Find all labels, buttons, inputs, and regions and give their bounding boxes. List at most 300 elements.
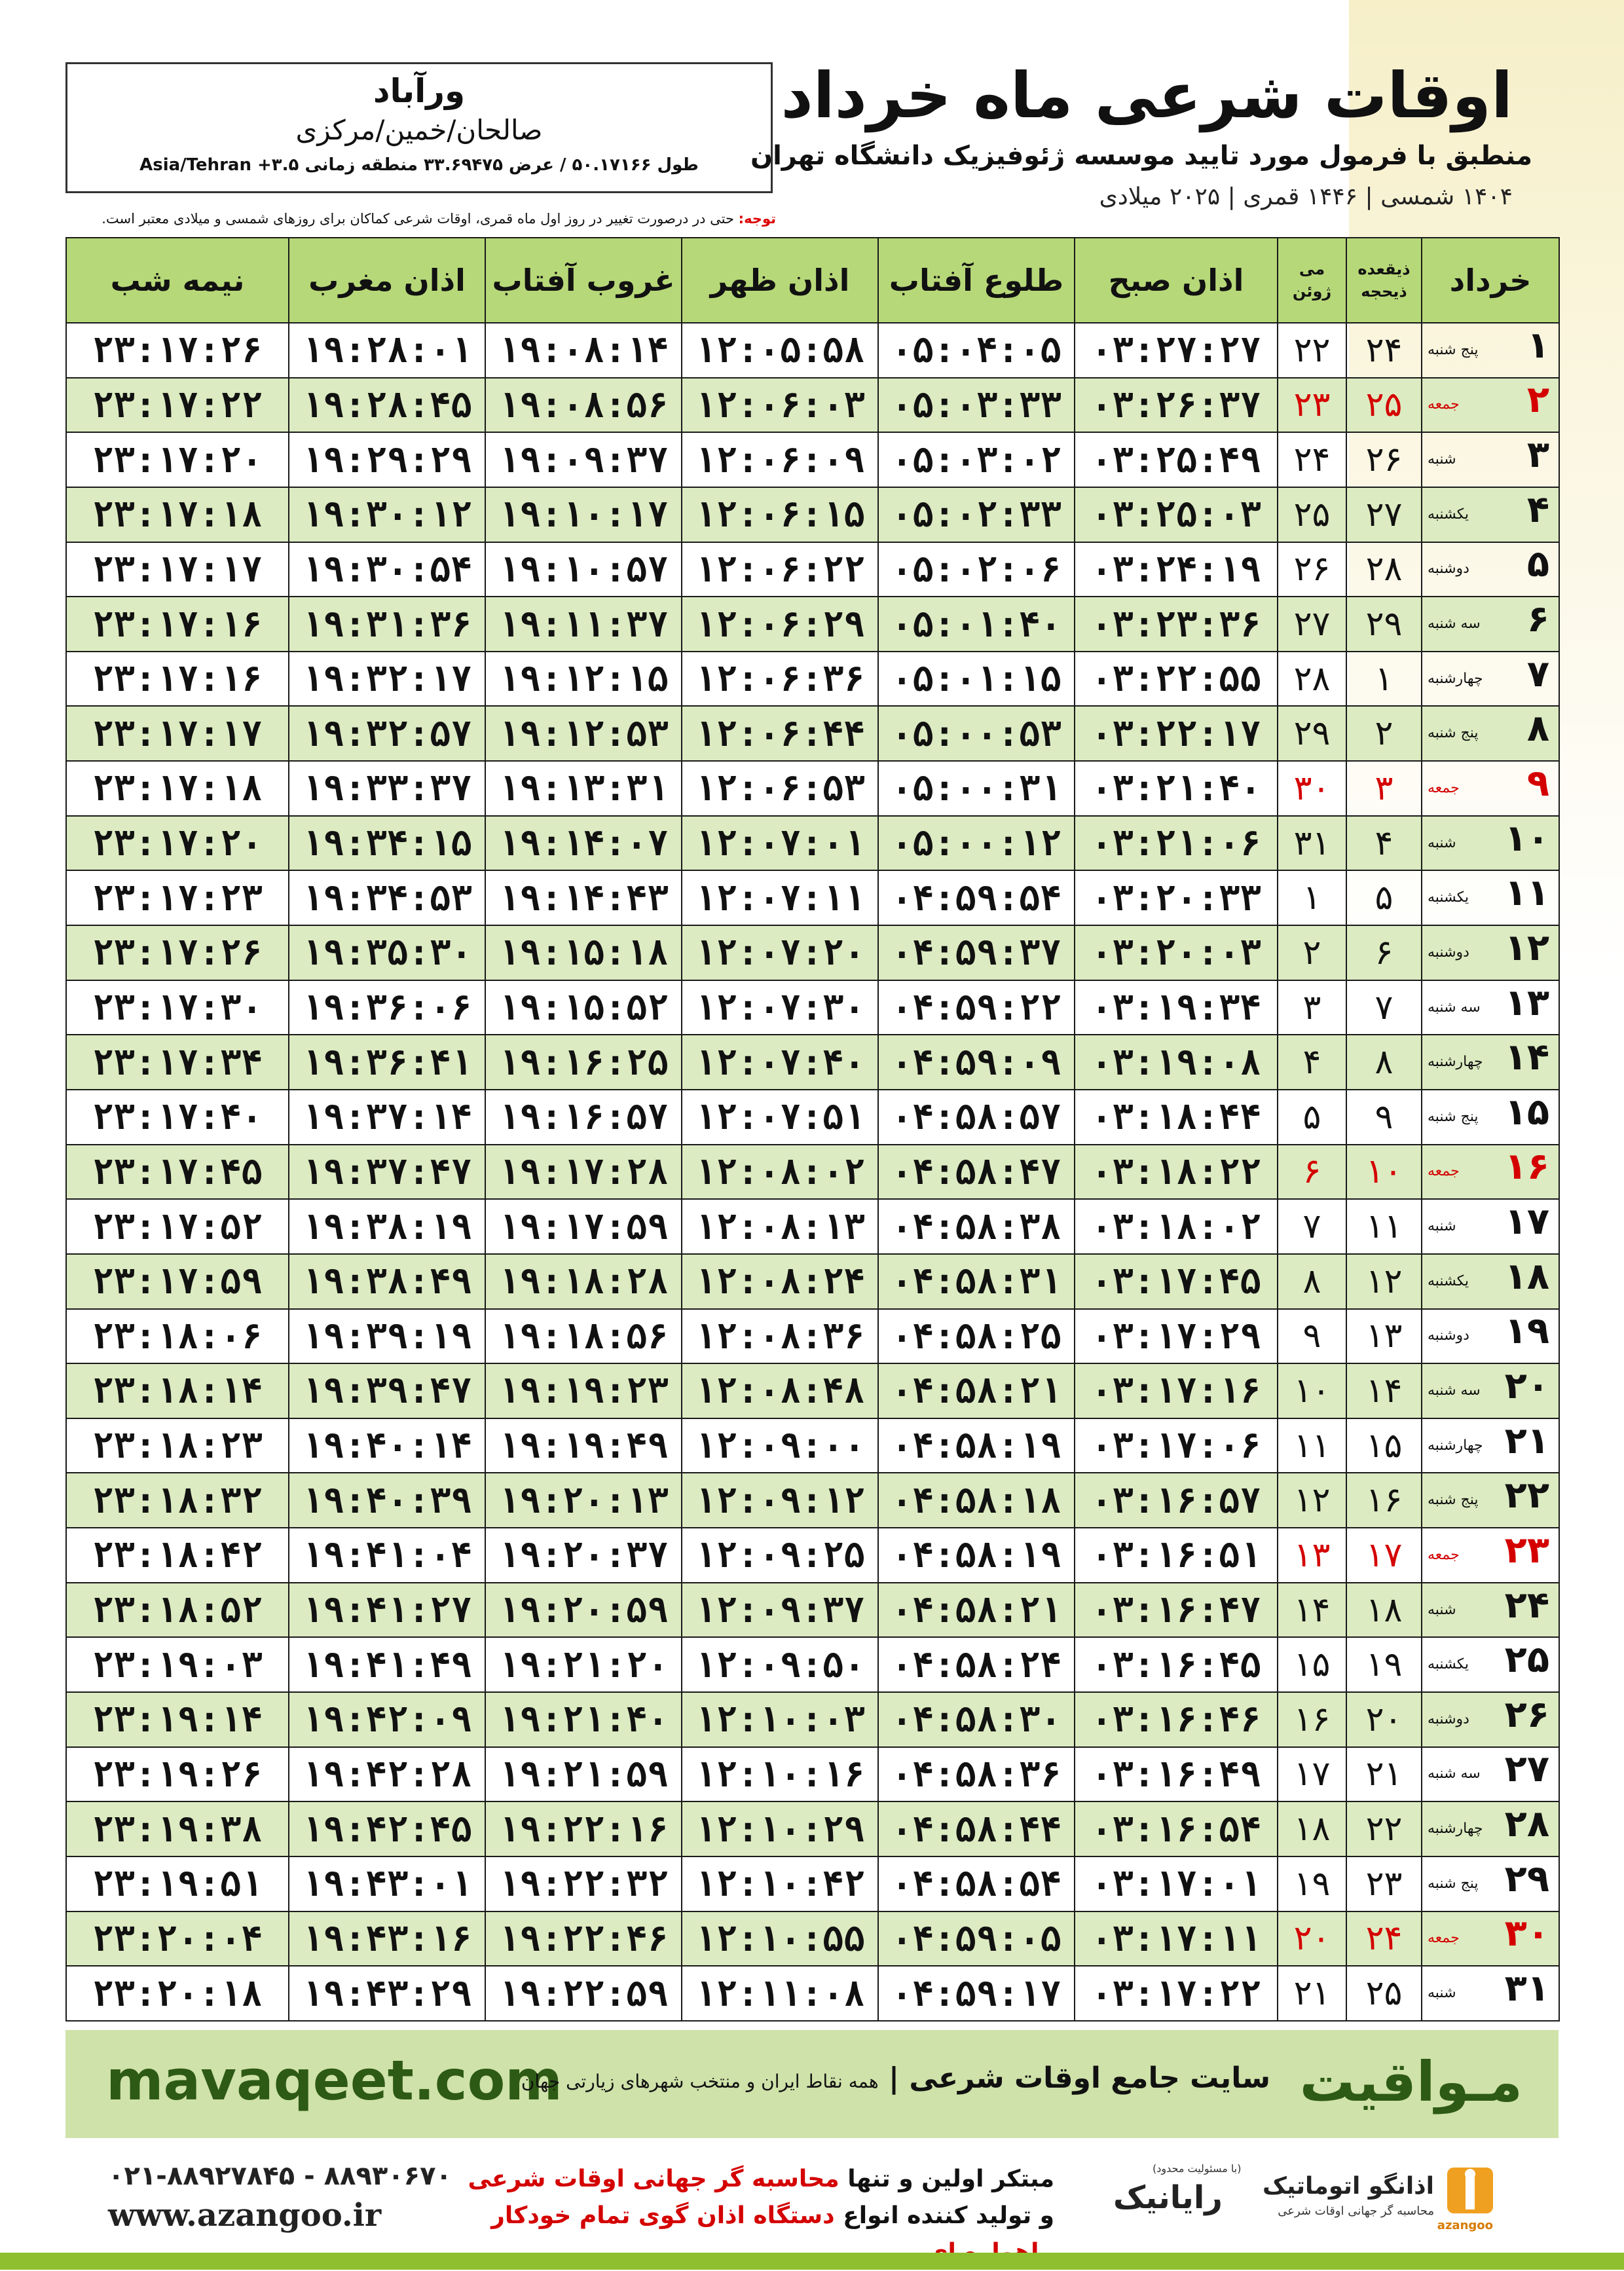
day-number: ۱۴ bbox=[1504, 1036, 1549, 1079]
rayanik-logo bbox=[1113, 2162, 1264, 2220]
maghrib-time: ۱۹:۳۱:۳۶ bbox=[289, 597, 485, 652]
dhuhr-time: ۱۲:۰۵:۵۸ bbox=[682, 323, 878, 378]
dhuhr-time: ۱۲:۰۶:۱۵ bbox=[682, 487, 878, 542]
sunrise-time: ۰۴:۵۹:۰۹ bbox=[878, 1035, 1075, 1090]
day-cell bbox=[1422, 1637, 1559, 1692]
maghrib-time: ۱۹:۳۸:۱۹ bbox=[289, 1199, 485, 1254]
midnight-time: ۲۳:۱۷:۴۰ bbox=[66, 1090, 289, 1145]
fajr-time: ۰۳:۱۷:۰۶ bbox=[1075, 1418, 1278, 1473]
table-row bbox=[66, 1692, 1559, 1747]
sunrise-time: ۰۴:۵۸:۴۷ bbox=[878, 1145, 1075, 1200]
weekday: دوشنبه bbox=[1428, 561, 1469, 578]
tagline-small: همه نقاط ایران و منتخب شهرهای زیارتی جهان bbox=[521, 2071, 879, 2092]
gregorian-day: ۳ bbox=[1278, 980, 1346, 1035]
gregorian-day: ۱۲ bbox=[1278, 1473, 1346, 1528]
midnight-time: ۲۳:۱۸:۴۲ bbox=[66, 1528, 289, 1583]
azangoo-name: اذانگو اتوماتیک bbox=[1262, 2173, 1434, 2200]
table-row bbox=[66, 487, 1559, 542]
header-sunrise: طلوع آفتاب bbox=[878, 238, 1075, 323]
maghrib-time: ۱۹:۴۲:۲۸ bbox=[289, 1747, 485, 1802]
gregorian-day: ۲۸ bbox=[1278, 652, 1346, 707]
table-row bbox=[66, 1090, 1559, 1145]
sunset-time: ۱۹:۰۸:۱۴ bbox=[485, 323, 682, 378]
company-line-1 bbox=[452, 2161, 1054, 2198]
dhuhr-time: ۱۲:۱۰:۰۳ bbox=[682, 1692, 878, 1747]
sunrise-time: ۰۵:۰۳:۳۳ bbox=[878, 378, 1075, 433]
dhuhr-time: ۱۲:۱۰:۴۲ bbox=[682, 1856, 878, 1911]
table-row bbox=[66, 1856, 1559, 1911]
fajr-time: ۰۳:۲۲:۵۵ bbox=[1075, 652, 1278, 707]
fajr-time: ۰۳:۱۷:۴۵ bbox=[1075, 1254, 1278, 1309]
fajr-time: ۰۳:۱۹:۳۴ bbox=[1075, 980, 1278, 1035]
sunset-time: ۱۹:۲۱:۲۰ bbox=[485, 1637, 682, 1692]
line1-text: مبتکر اولین و تنها bbox=[839, 2166, 1054, 2192]
gregorian-day: ۲۱ bbox=[1278, 1966, 1346, 2021]
hijri-day: ۲۱ bbox=[1346, 1747, 1422, 1802]
midnight-time: ۲۳:۱۷:۱۷ bbox=[66, 542, 289, 597]
azangoo-logo bbox=[1262, 2161, 1500, 2233]
table-row bbox=[66, 1911, 1559, 1966]
sunrise-time: ۰۴:۵۸:۵۷ bbox=[878, 1090, 1075, 1145]
dhuhr-time: ۱۲:۱۰:۱۶ bbox=[682, 1747, 878, 1802]
hijri-day: ۲۳ bbox=[1346, 1856, 1422, 1911]
header-month: خرداد bbox=[1422, 238, 1559, 323]
table-row bbox=[66, 1966, 1559, 2021]
hijri-day: ۸ bbox=[1346, 1035, 1422, 1090]
table-row bbox=[66, 816, 1559, 871]
maghrib-time: ۱۹:۲۸:۴۵ bbox=[289, 378, 485, 433]
sunrise-time: ۰۴:۵۸:۵۴ bbox=[878, 1856, 1075, 1911]
page-subtitle: منطبق با فرمول مورد تایید موسسه ژئوفیزیک دانشگاه تهران bbox=[750, 141, 1532, 171]
gregorian-day: ۱۵ bbox=[1278, 1637, 1346, 1692]
sunset-time: ۱۹:۱۳:۳۱ bbox=[485, 761, 682, 816]
sunset-time: ۱۹:۱۸:۵۶ bbox=[485, 1309, 682, 1364]
maghrib-time: ۱۹:۴۳:۲۹ bbox=[289, 1966, 485, 2021]
sunrise-time: ۰۴:۵۸:۴۴ bbox=[878, 1801, 1075, 1856]
sunset-time: ۱۹:۲۰:۱۳ bbox=[485, 1473, 682, 1528]
midnight-time: ۲۳:۲۰:۱۸ bbox=[66, 1966, 289, 2021]
hijri-day: ۴ bbox=[1346, 816, 1422, 871]
fajr-time: ۰۳:۱۷:۱۶ bbox=[1075, 1363, 1278, 1418]
midnight-time: ۲۳:۱۷:۲۰ bbox=[66, 816, 289, 871]
dhuhr-time: ۱۲:۰۹:۳۷ bbox=[682, 1583, 878, 1638]
day-number: ۴ bbox=[1526, 488, 1549, 531]
maghrib-time: ۱۹:۴۳:۱۶ bbox=[289, 1911, 485, 1966]
gregorian-day: ۶ bbox=[1278, 1145, 1346, 1200]
midnight-time: ۲۳:۱۷:۵۹ bbox=[66, 1254, 289, 1309]
day-number: ۹ bbox=[1526, 762, 1549, 805]
midnight-time: ۲۳:۱۸:۲۳ bbox=[66, 1418, 289, 1473]
midnight-time: ۲۳:۱۸:۱۴ bbox=[66, 1363, 289, 1418]
maghrib-time: ۱۹:۲۹:۲۹ bbox=[289, 432, 485, 487]
maghrib-time: ۱۹:۴۳:۰۱ bbox=[289, 1856, 485, 1911]
weekday: یکشنبه bbox=[1428, 1272, 1469, 1289]
midnight-time: ۲۳:۱۷:۲۲ bbox=[66, 378, 289, 433]
table-row bbox=[66, 870, 1559, 925]
hijri-day: ۲۲ bbox=[1346, 1801, 1422, 1856]
sunset-time: ۱۹:۱۷:۲۸ bbox=[485, 1145, 682, 1200]
maghrib-time: ۱۹:۴۰:۱۴ bbox=[289, 1418, 485, 1473]
table-row bbox=[66, 432, 1559, 487]
day-cell bbox=[1422, 706, 1559, 761]
sunrise-time: ۰۵:۰۴:۰۵ bbox=[878, 323, 1075, 378]
dhuhr-time: ۱۲:۰۶:۲۲ bbox=[682, 542, 878, 597]
fajr-time: ۰۳:۲۶:۳۷ bbox=[1075, 378, 1278, 433]
weekday: چهارشنبه bbox=[1428, 1820, 1483, 1837]
table-row bbox=[66, 1254, 1559, 1309]
day-number: ۲۶ bbox=[1504, 1693, 1549, 1736]
dhuhr-time: ۱۲:۰۶:۵۳ bbox=[682, 761, 878, 816]
midnight-time: ۲۳:۱۷:۳۴ bbox=[66, 1035, 289, 1090]
calendar-years: ۱۴۰۴ شمسی | ۱۴۴۶ قمری | ۲۰۲۵ میلادی bbox=[1099, 183, 1513, 210]
hijri-day: ۳ bbox=[1346, 761, 1422, 816]
header-greg-1: می bbox=[1299, 260, 1325, 278]
dhuhr-time: ۱۲:۰۷:۲۰ bbox=[682, 925, 878, 980]
sunrise-time: ۰۴:۵۸:۲۱ bbox=[878, 1583, 1075, 1638]
sunset-time: ۱۹:۲۱:۵۹ bbox=[485, 1747, 682, 1802]
day-number: ۳۰ bbox=[1504, 1912, 1549, 1955]
location-box bbox=[65, 62, 773, 193]
fajr-time: ۰۳:۱۶:۴۷ bbox=[1075, 1583, 1278, 1638]
day-number: ۱۱ bbox=[1504, 872, 1549, 915]
weekday: شنبه bbox=[1428, 834, 1456, 851]
day-number: ۱۲ bbox=[1504, 926, 1549, 969]
prayer-times-table bbox=[65, 237, 1560, 2022]
header-fajr: اذان صبح bbox=[1075, 238, 1278, 323]
table-row bbox=[66, 1035, 1559, 1090]
weekday: سه شنبه bbox=[1428, 1765, 1481, 1782]
day-cell bbox=[1422, 1254, 1559, 1309]
note-text: حتی در درصورت تغییر در روز اول ماه قمری، اوقات شرعی کماکان برای روزهای شمسی و میلادی معتبر است. bbox=[101, 211, 739, 227]
table-row bbox=[66, 1583, 1559, 1638]
header-dhuhr: اذان ظهر bbox=[682, 238, 878, 323]
fajr-time: ۰۳:۱۷:۲۲ bbox=[1075, 1966, 1278, 2021]
sunset-time: ۱۹:۱۵:۱۸ bbox=[485, 925, 682, 980]
dhuhr-time: ۱۲:۰۹:۱۲ bbox=[682, 1473, 878, 1528]
day-number: ۲۹ bbox=[1504, 1857, 1549, 1900]
dhuhr-time: ۱۲:۰۶:۳۶ bbox=[682, 652, 878, 707]
hijri-day: ۱۶ bbox=[1346, 1473, 1422, 1528]
day-cell bbox=[1422, 1199, 1559, 1254]
weekday: سه شنبه bbox=[1428, 1382, 1481, 1399]
table-row bbox=[66, 1637, 1559, 1692]
day-cell bbox=[1422, 816, 1559, 871]
hijri-day: ۲ bbox=[1346, 706, 1422, 761]
day-cell bbox=[1422, 323, 1559, 378]
gregorian-day: ۲۶ bbox=[1278, 542, 1346, 597]
fajr-time: ۰۳:۱۶:۴۶ bbox=[1075, 1692, 1278, 1747]
sunset-time: ۱۹:۲۲:۳۲ bbox=[485, 1856, 682, 1911]
rayanik-name: رایانیک bbox=[1113, 2179, 1223, 2216]
table-row bbox=[66, 1418, 1559, 1473]
day-number: ۱ bbox=[1526, 323, 1549, 367]
hijri-day: ۲۹ bbox=[1346, 597, 1422, 652]
table-row bbox=[66, 1528, 1559, 1583]
maghrib-time: ۱۹:۳۰:۱۲ bbox=[289, 487, 485, 542]
hijri-day: ۱۸ bbox=[1346, 1583, 1422, 1638]
hijri-day: ۲۸ bbox=[1346, 542, 1422, 597]
day-cell bbox=[1422, 378, 1559, 433]
day-number: ۵ bbox=[1526, 543, 1549, 586]
day-number: ۱۶ bbox=[1504, 1145, 1549, 1189]
day-cell bbox=[1422, 652, 1559, 707]
sunset-time: ۱۹:۱۲:۱۵ bbox=[485, 652, 682, 707]
table-row bbox=[66, 706, 1559, 761]
day-cell bbox=[1422, 1363, 1559, 1418]
day-number: ۱۷ bbox=[1504, 1200, 1549, 1244]
maghrib-time: ۱۹:۳۸:۴۹ bbox=[289, 1254, 485, 1309]
sunrise-time: ۰۴:۵۸:۱۸ bbox=[878, 1473, 1075, 1528]
maghrib-time: ۱۹:۴۲:۰۹ bbox=[289, 1692, 485, 1747]
weekday: دوشنبه bbox=[1428, 944, 1469, 961]
table-row bbox=[66, 1199, 1559, 1254]
day-number: ۱۸ bbox=[1504, 1255, 1549, 1298]
day-number: ۲۲ bbox=[1504, 1474, 1549, 1517]
table-row bbox=[66, 761, 1559, 816]
dhuhr-time: ۱۲:۰۸:۳۶ bbox=[682, 1309, 878, 1364]
gregorian-day: ۲ bbox=[1278, 925, 1346, 980]
hijri-day: ۱۳ bbox=[1346, 1309, 1422, 1364]
region-name: صالحان/خمین/مرکزی bbox=[295, 114, 543, 146]
hijri-day: ۱۹ bbox=[1346, 1637, 1422, 1692]
hijri-day: ۹ bbox=[1346, 1090, 1422, 1145]
fajr-time: ۰۳:۲۲:۱۷ bbox=[1075, 706, 1278, 761]
header-midnight: نیمه شب bbox=[66, 238, 289, 323]
sunrise-time: ۰۴:۵۸:۳۰ bbox=[878, 1692, 1075, 1747]
gregorian-day: ۳۱ bbox=[1278, 816, 1346, 871]
azangoo-website[interactable]: www.azangoo.ir bbox=[108, 2197, 382, 2234]
midnight-time: ۲۳:۱۹:۳۸ bbox=[66, 1801, 289, 1856]
day-cell bbox=[1422, 1692, 1559, 1747]
sunrise-time: ۰۴:۵۸:۳۸ bbox=[878, 1199, 1075, 1254]
midnight-time: ۲۳:۱۷:۲۰ bbox=[66, 432, 289, 487]
maghrib-time: ۱۹:۳۹:۱۹ bbox=[289, 1309, 485, 1364]
day-number: ۲ bbox=[1526, 378, 1549, 422]
hijri-day: ۲۰ bbox=[1346, 1692, 1422, 1747]
fajr-time: ۰۳:۱۶:۵۷ bbox=[1075, 1473, 1278, 1528]
table-row bbox=[66, 1309, 1559, 1364]
midnight-time: ۲۳:۱۷:۱۸ bbox=[66, 761, 289, 816]
table-row bbox=[66, 1363, 1559, 1418]
sunrise-time: ۰۴:۵۸:۳۶ bbox=[878, 1747, 1075, 1802]
hijri-day: ۲۶ bbox=[1346, 432, 1422, 487]
fajr-time: ۰۳:۱۷:۲۹ bbox=[1075, 1309, 1278, 1364]
page-title: اوقات شرعی ماه خرداد bbox=[781, 59, 1513, 132]
weekday: شنبه bbox=[1428, 451, 1456, 468]
midnight-time: ۲۳:۱۷:۱۷ bbox=[66, 706, 289, 761]
table-row bbox=[66, 652, 1559, 707]
hijri-day: ۱۵ bbox=[1346, 1418, 1422, 1473]
hijri-day: ۱۴ bbox=[1346, 1363, 1422, 1418]
maghrib-time: ۱۹:۳۲:۱۷ bbox=[289, 652, 485, 707]
table-row bbox=[66, 378, 1559, 433]
hijri-day: ۲۵ bbox=[1346, 1966, 1422, 2021]
fajr-time: ۰۳:۲۴:۱۹ bbox=[1075, 542, 1278, 597]
table-header bbox=[66, 238, 1559, 323]
day-cell bbox=[1422, 1528, 1559, 1583]
sunset-time: ۱۹:۱۰:۱۷ bbox=[485, 487, 682, 542]
day-cell bbox=[1422, 1747, 1559, 1802]
fajr-time: ۰۳:۲۰:۰۳ bbox=[1075, 925, 1278, 980]
day-cell bbox=[1422, 1801, 1559, 1856]
sunset-time: ۱۹:۰۸:۵۶ bbox=[485, 378, 682, 433]
weekday: پنج شنبه bbox=[1428, 341, 1479, 358]
hijri-day: ۱ bbox=[1346, 652, 1422, 707]
weekday: دوشنبه bbox=[1428, 1327, 1469, 1344]
fajr-time: ۰۳:۲۰:۳۳ bbox=[1075, 870, 1278, 925]
sunrise-time: ۰۴:۵۹:۲۲ bbox=[878, 980, 1075, 1035]
weekday: چهارشنبه bbox=[1428, 670, 1483, 687]
weekday: پنج شنبه bbox=[1428, 725, 1479, 742]
phone-numbers: ۰۲۱-۸۸۹۲۷۸۴۵ - ۸۸۹۳۰۶۷۰ bbox=[108, 2161, 452, 2191]
hijri-day: ۱۱ bbox=[1346, 1199, 1422, 1254]
sunset-time: ۱۹:۱۸:۲۸ bbox=[485, 1254, 682, 1309]
gregorian-day: ۲۵ bbox=[1278, 487, 1346, 542]
sunset-time: ۱۹:۱۴:۰۷ bbox=[485, 816, 682, 871]
fajr-time: ۰۳:۱۸:۴۴ bbox=[1075, 1090, 1278, 1145]
day-number: ۱۳ bbox=[1504, 981, 1549, 1024]
gregorian-day: ۳۰ bbox=[1278, 761, 1346, 816]
maghrib-time: ۱۹:۴۱:۲۷ bbox=[289, 1583, 485, 1638]
midnight-time: ۲۳:۱۸:۰۶ bbox=[66, 1309, 289, 1364]
gregorian-day: ۲۳ bbox=[1278, 378, 1346, 433]
bottom-bar bbox=[0, 2253, 1624, 2270]
dhuhr-time: ۱۲:۱۰:۲۹ bbox=[682, 1801, 878, 1856]
weekday: پنج شنبه bbox=[1428, 1108, 1479, 1125]
table-row bbox=[66, 1145, 1559, 1200]
mavaqeet-banner bbox=[65, 2030, 1559, 2138]
dhuhr-time: ۱۲:۰۶:۲۹ bbox=[682, 597, 878, 652]
day-cell bbox=[1422, 1035, 1559, 1090]
dhuhr-time: ۱۲:۰۸:۱۳ bbox=[682, 1199, 878, 1254]
dhuhr-time: ۱۲:۰۷:۱۱ bbox=[682, 870, 878, 925]
day-number: ۲۷ bbox=[1504, 1748, 1549, 1791]
header-gregorian bbox=[1278, 238, 1346, 323]
dhuhr-time: ۱۲:۰۹:۲۵ bbox=[682, 1528, 878, 1583]
header-hijri bbox=[1346, 238, 1422, 323]
hijri-day: ۶ bbox=[1346, 925, 1422, 980]
sunset-time: ۱۹:۲۲:۱۶ bbox=[485, 1801, 682, 1856]
day-cell bbox=[1422, 1473, 1559, 1528]
sunrise-time: ۰۴:۵۸:۲۴ bbox=[878, 1637, 1075, 1692]
midnight-time: ۲۳:۱۷:۱۸ bbox=[66, 487, 289, 542]
gregorian-day: ۱۷ bbox=[1278, 1747, 1346, 1802]
mavaqeet-logo: مـواقیت bbox=[1299, 2050, 1522, 2114]
midnight-time: ۲۳:۱۷:۲۳ bbox=[66, 870, 289, 925]
header-greg-2: ژوئن bbox=[1292, 282, 1332, 301]
midnight-time: ۲۳:۱۸:۵۲ bbox=[66, 1583, 289, 1638]
table-row bbox=[66, 980, 1559, 1035]
day-cell bbox=[1422, 1856, 1559, 1911]
dhuhr-time: ۱۲:۰۸:۲۴ bbox=[682, 1254, 878, 1309]
weekday: یکشنبه bbox=[1428, 1656, 1469, 1673]
hijri-day: ۱۲ bbox=[1346, 1254, 1422, 1309]
day-cell bbox=[1422, 1090, 1559, 1145]
sunset-time: ۱۹:۱۹:۴۹ bbox=[485, 1418, 682, 1473]
day-number: ۷ bbox=[1526, 652, 1549, 695]
azangoo-sub: محاسبه گر جهانی اوقات شرعی bbox=[1278, 2204, 1434, 2218]
gregorian-day: ۱ bbox=[1278, 870, 1346, 925]
sunset-time: ۱۹:۱۰:۵۷ bbox=[485, 542, 682, 597]
maghrib-time: ۱۹:۲۸:۰۱ bbox=[289, 323, 485, 378]
gregorian-day: ۴ bbox=[1278, 1035, 1346, 1090]
day-number: ۸ bbox=[1526, 707, 1549, 750]
weekday: سه شنبه bbox=[1428, 999, 1481, 1016]
midnight-time: ۲۳:۲۰:۰۴ bbox=[66, 1911, 289, 1966]
sunset-time: ۱۹:۱۹:۲۳ bbox=[485, 1363, 682, 1418]
table-row bbox=[66, 1747, 1559, 1802]
fajr-time: ۰۳:۲۷:۲۷ bbox=[1075, 323, 1278, 378]
weekday: پنج شنبه bbox=[1428, 1492, 1479, 1509]
fajr-time: ۰۳:۲۱:۰۶ bbox=[1075, 816, 1278, 871]
azangoo-latin: azangoo bbox=[1437, 2219, 1493, 2232]
dhuhr-time: ۱۲:۱۰:۵۵ bbox=[682, 1911, 878, 1966]
banner-tagline: سایت جامع اوقات شرعی | همه نقاط ایران و منتخب شهرهای زیارتی جهان bbox=[521, 2061, 1270, 2095]
dhuhr-time: ۱۲:۰۷:۰۱ bbox=[682, 816, 878, 871]
day-cell bbox=[1422, 1418, 1559, 1473]
table-row bbox=[66, 542, 1559, 597]
sunrise-time: ۰۴:۵۹:۰۵ bbox=[878, 1911, 1075, 1966]
midnight-time: ۲۳:۱۷:۲۶ bbox=[66, 925, 289, 980]
city-name: ورآباد bbox=[373, 72, 466, 110]
gregorian-day: ۲۷ bbox=[1278, 597, 1346, 652]
sunrise-time: ۰۴:۵۹:۱۷ bbox=[878, 1966, 1075, 2021]
sunrise-time: ۰۵:۰۰:۵۳ bbox=[878, 706, 1075, 761]
maghrib-time: ۱۹:۳۴:۱۵ bbox=[289, 816, 485, 871]
note bbox=[65, 211, 776, 227]
day-number: ۳۱ bbox=[1504, 1967, 1549, 2010]
maghrib-time: ۱۹:۳۳:۳۷ bbox=[289, 761, 485, 816]
maghrib-time: ۱۹:۳۵:۳۰ bbox=[289, 925, 485, 980]
day-cell bbox=[1422, 925, 1559, 980]
day-cell bbox=[1422, 487, 1559, 542]
table-row bbox=[66, 1473, 1559, 1528]
fajr-time: ۰۳:۱۶:۵۱ bbox=[1075, 1528, 1278, 1583]
midnight-time: ۲۳:۱۷:۱۶ bbox=[66, 652, 289, 707]
gregorian-day: ۱۳ bbox=[1278, 1528, 1346, 1583]
sunrise-time: ۰۴:۵۹:۳۷ bbox=[878, 925, 1075, 980]
maghrib-time: ۱۹:۳۷:۱۴ bbox=[289, 1090, 485, 1145]
site-url[interactable]: mavaqeet.com bbox=[106, 2048, 563, 2113]
fajr-time: ۰۳:۲۳:۳۶ bbox=[1075, 597, 1278, 652]
day-cell bbox=[1422, 980, 1559, 1035]
day-number: ۲۰ bbox=[1504, 1364, 1549, 1407]
sunset-time: ۱۹:۱۲:۵۳ bbox=[485, 706, 682, 761]
maghrib-time: ۱۹:۳۷:۴۷ bbox=[289, 1145, 485, 1200]
table-row bbox=[66, 925, 1559, 980]
midnight-time: ۲۳:۱۷:۵۲ bbox=[66, 1199, 289, 1254]
dhuhr-time: ۱۲:۰۶:۰۹ bbox=[682, 432, 878, 487]
maghrib-time: ۱۹:۳۹:۴۷ bbox=[289, 1363, 485, 1418]
gregorian-day: ۲۹ bbox=[1278, 706, 1346, 761]
maghrib-time: ۱۹:۴۰:۳۹ bbox=[289, 1473, 485, 1528]
day-cell bbox=[1422, 1583, 1559, 1638]
dhuhr-time: ۱۲:۰۸:۰۲ bbox=[682, 1145, 878, 1200]
weekday: یکشنبه bbox=[1428, 889, 1469, 906]
fajr-time: ۰۳:۱۸:۰۲ bbox=[1075, 1199, 1278, 1254]
weekday: شنبه bbox=[1428, 1985, 1456, 2002]
hijri-day: ۲۷ bbox=[1346, 487, 1422, 542]
gregorian-day: ۱۰ bbox=[1278, 1363, 1346, 1418]
day-number: ۱۵ bbox=[1504, 1090, 1549, 1134]
maghrib-time: ۱۹:۳۲:۵۷ bbox=[289, 706, 485, 761]
gregorian-day: ۵ bbox=[1278, 1090, 1346, 1145]
sunset-time: ۱۹:۱۶:۲۵ bbox=[485, 1035, 682, 1090]
sunrise-time: ۰۴:۵۸:۲۵ bbox=[878, 1309, 1075, 1364]
hijri-day: ۲۴ bbox=[1346, 323, 1422, 378]
day-number: ۲۸ bbox=[1504, 1803, 1549, 1846]
weekday: سه شنبه bbox=[1428, 616, 1481, 633]
